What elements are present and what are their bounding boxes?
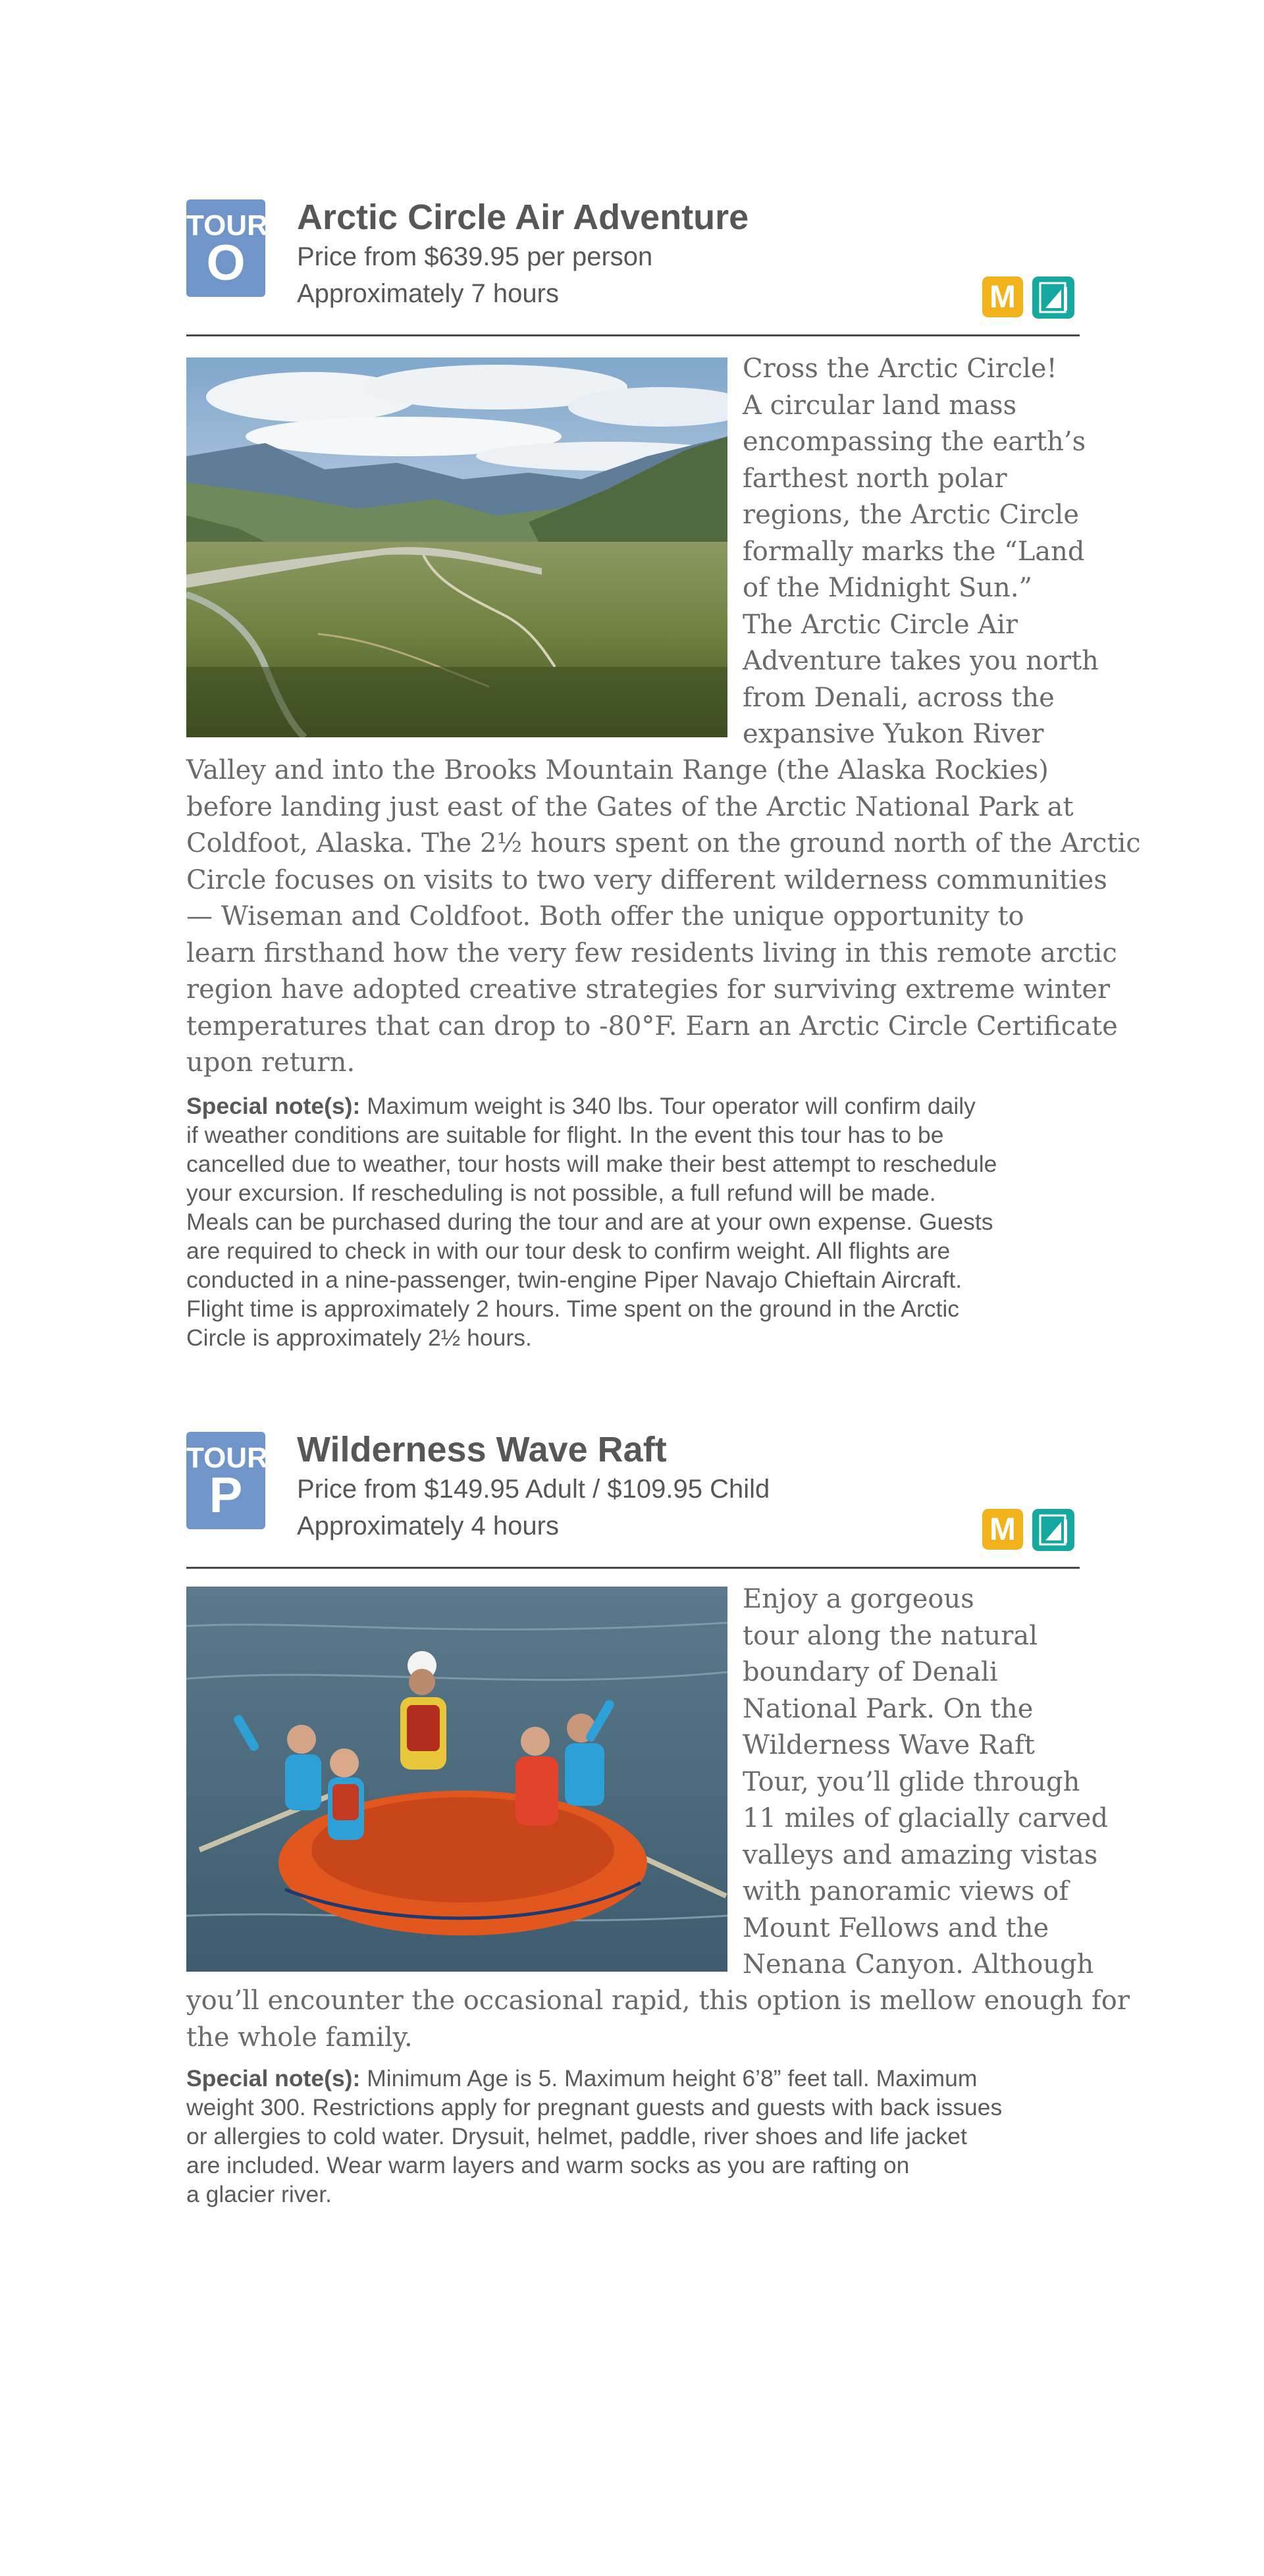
special-note-label: Special note(s): bbox=[186, 1093, 361, 1119]
tour-description-wrap bbox=[743, 1581, 1109, 1984]
tour-title: Wilderness Wave Raft bbox=[297, 1430, 667, 1469]
tour-price: Price from $149.95 Adult / $109.95 Child bbox=[297, 1475, 770, 1504]
description-line: Adventure takes you north bbox=[743, 646, 1099, 676]
tour-badge-word: TOUR bbox=[186, 209, 268, 242]
description-line: Mount Fellows and the bbox=[743, 1912, 1049, 1943]
description-line: tour along the natural bbox=[743, 1620, 1038, 1651]
tour-description-wrap bbox=[743, 351, 1099, 753]
tour-badge-letter: P bbox=[209, 1467, 243, 1523]
description-line: learn firsthand how the very few residents living in this remote arctic bbox=[186, 937, 1117, 968]
tour-description bbox=[186, 1983, 1130, 2056]
accessible-icon bbox=[1032, 276, 1074, 319]
tour-price: Price from $639.95 per person bbox=[297, 242, 653, 271]
description-line: encompassing the earth’s bbox=[743, 427, 1086, 457]
description-line: Nenana Canyon. Although bbox=[743, 1949, 1094, 1980]
special-note-line: weight 300. Restrictions apply for pregnant guests and guests with back issues bbox=[186, 2094, 1003, 2120]
description-line: The Arctic Circle Air bbox=[743, 609, 1018, 640]
description-line: formally marks the “Land bbox=[743, 536, 1085, 567]
description-line: farthest north polar bbox=[743, 463, 1007, 494]
tour-badge-letter: O bbox=[206, 235, 246, 291]
tour-title: Arctic Circle Air Adventure bbox=[297, 197, 749, 237]
accessible-icon bbox=[1032, 1509, 1074, 1551]
description-line: before landing just east of the Gates of the Arctic National Park at bbox=[186, 791, 1074, 822]
m-badge-icon: M bbox=[982, 276, 1023, 317]
description-line: A circular land mass bbox=[743, 390, 1017, 421]
special-note bbox=[186, 1091, 1080, 1352]
tour-header bbox=[297, 1429, 1074, 1544]
description-line: Coldfoot, Alaska. The 2½ hours spent on the ground north of the Arctic bbox=[186, 828, 1141, 858]
description-line: Tour, you’ll glide through bbox=[743, 1766, 1080, 1797]
header-divider bbox=[186, 334, 1080, 336]
description-line: Cross the Arctic Circle! bbox=[743, 354, 1057, 384]
description-line: upon return. bbox=[186, 1047, 356, 1078]
special-note-line: Flight time is approximately 2 hours. Time spent on the ground in the Arctic bbox=[186, 1296, 960, 1322]
description-line: you’ll encounter the occasional rapid, this option is mellow enough for bbox=[186, 1985, 1130, 2016]
description-line: of the Midnight Sun.” bbox=[743, 573, 1032, 603]
special-note-line: are included. Wear warm layers and warm socks as you are rafting on bbox=[186, 2152, 910, 2178]
tour-badge-word: TOUR bbox=[186, 1442, 268, 1474]
description-line: valleys and amazing vistas bbox=[743, 1839, 1098, 1870]
tour-description bbox=[186, 752, 1141, 1082]
m-badge-icon: M bbox=[982, 1509, 1023, 1550]
special-note-line: conducted in a nine-passenger, twin-engine Piper Navajo Chieftain Aircraft. bbox=[186, 1267, 962, 1293]
description-line: expansive Yukon River bbox=[743, 719, 1044, 749]
tour-badge bbox=[186, 199, 268, 297]
description-line: Valley and into the Brooks Mountain Range (the Alaska Rockies) bbox=[186, 755, 1049, 785]
description-line: with panoramic views of bbox=[743, 1876, 1069, 1906]
special-note bbox=[186, 2064, 1080, 2209]
arctic-valley-photo bbox=[186, 357, 727, 737]
tour-duration: Approximately 4 hours bbox=[297, 1511, 559, 1540]
special-note-line: or allergies to cold water. Drysuit, helmet, paddle, river shoes and life jacket bbox=[186, 2123, 967, 2149]
special-note-line: if weather conditions are suitable for flight. In the event this tour has to be bbox=[186, 1122, 944, 1148]
description-line: Circle focuses on visits to two very different wilderness communities bbox=[186, 864, 1107, 895]
river-rafting-photo bbox=[186, 1587, 727, 1972]
special-note-text: Maximum weight is 340 lbs. Tour operator will confirm daily bbox=[360, 1093, 976, 1119]
description-line: the whole family. bbox=[186, 2022, 413, 2053]
special-note-line: your excursion. If rescheduling is not possible, a full refund will be made. bbox=[186, 1180, 936, 1206]
description-line: Wilderness Wave Raft bbox=[743, 1730, 1035, 1760]
special-note-text: Minimum Age is 5. Maximum height 6’8” feet tall. Maximum bbox=[360, 2065, 978, 2091]
special-note-line: a glacier river. bbox=[186, 2181, 332, 2207]
description-line: National Park. On the bbox=[743, 1693, 1034, 1724]
tour-duration: Approximately 7 hours bbox=[297, 279, 559, 308]
special-note-line: Meals can be purchased during the tour and are at your own expense. Guests bbox=[186, 1209, 993, 1235]
header-divider bbox=[186, 1567, 1080, 1569]
special-note-line: Circle is approximately 2½ hours. bbox=[186, 1325, 532, 1351]
description-line: Enjoy a gorgeous bbox=[743, 1584, 974, 1614]
description-line: boundary of Denali bbox=[743, 1657, 998, 1687]
special-note-label: Special note(s): bbox=[186, 2065, 361, 2091]
tour-badge bbox=[186, 1432, 268, 1529]
description-line: from Denali, across the bbox=[743, 682, 1055, 713]
tour-feature-icons bbox=[982, 276, 1074, 320]
tour-feature-icons bbox=[982, 1509, 1074, 1552]
tour-header bbox=[297, 196, 1074, 312]
special-note-line: cancelled due to weather, tour hosts will make their best attempt to reschedule bbox=[186, 1151, 997, 1177]
description-line: region have adopted creative strategies for surviving extreme winter bbox=[186, 974, 1111, 1005]
description-line: — Wiseman and Coldfoot. Both offer the unique opportunity to bbox=[186, 901, 1024, 932]
description-line: regions, the Arctic Circle bbox=[743, 500, 1079, 530]
description-line: temperatures that can drop to -80°F. Earn an Arctic Circle Certificate bbox=[186, 1011, 1118, 1041]
special-note-line: are required to check in with our tour desk to confirm weight. All flights are bbox=[186, 1238, 951, 1264]
description-line: 11 miles of glacially carved bbox=[743, 1803, 1109, 1833]
